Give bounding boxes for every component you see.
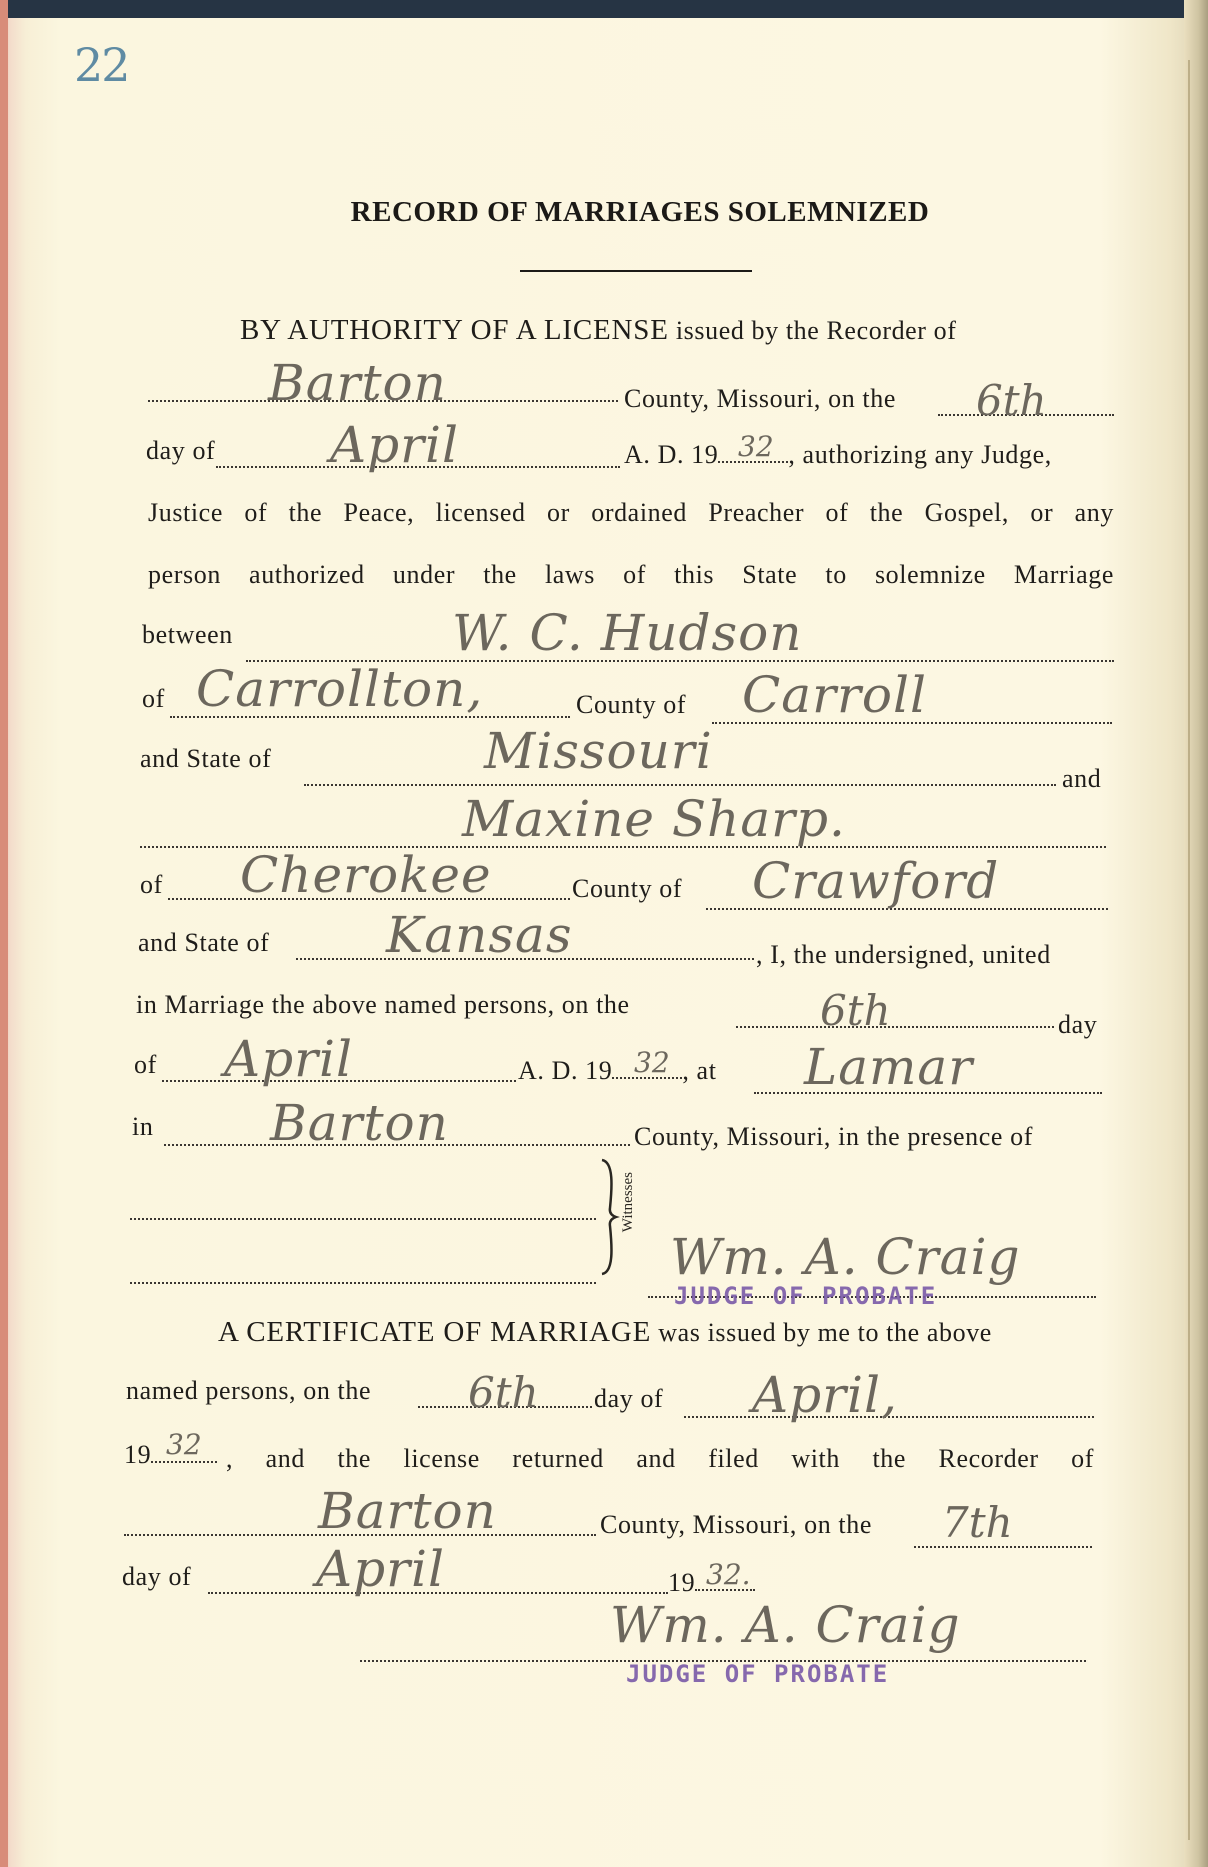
license-line-3: Justice of the Peace, licensed or ordained Preacher of the Gospel, or any (148, 498, 1114, 527)
groom-state-entry: Missouri (484, 722, 713, 780)
book-cover-edge (0, 0, 1208, 18)
filed-month-entry: April (316, 1540, 445, 1598)
witnesses-label: Witnesses (620, 1172, 636, 1233)
license-line-4: person authorized under the laws of this State to solemnize Marriage (148, 560, 1114, 589)
license-ad-label (624, 440, 1052, 470)
bride-city-entry: Cherokee (240, 846, 492, 904)
groom-state-label: and State of (140, 744, 272, 773)
filed-year-entry: 32. (706, 1558, 751, 1591)
presence-text: County, Missouri, in the presence of (634, 1122, 1034, 1151)
page-left-edge (0, 0, 8, 1867)
license-lead-caps: BY AUTHORITY OF A LICENSE (240, 314, 669, 346)
filed-county-entry: Barton (318, 1482, 497, 1540)
license-county-suffix: County, Missouri, on the (624, 384, 897, 413)
filed-year-prefix: 19 (668, 1568, 696, 1597)
united-line-text: in Marriage the above named persons, on the (136, 990, 630, 1019)
witness-1-line (130, 1218, 596, 1220)
bride-county-label: County of (572, 874, 683, 903)
license-year-entry: 32 (738, 430, 774, 463)
filed-day-entry: 7th (942, 1498, 1013, 1547)
between-label: between (142, 620, 233, 649)
license-ad-prefix: A. D. 19 (624, 440, 719, 469)
married-month-entry: April (224, 1030, 353, 1088)
certificate-lead-caps: A CERTIFICATE OF MARRIAGE (218, 1316, 652, 1348)
groom-entry: W. C. Hudson (452, 604, 803, 662)
married-place-entry: Lamar (804, 1038, 974, 1096)
married-ad-label (518, 1056, 717, 1086)
license-ad-suffix: , authorizing any Judge, (788, 440, 1052, 469)
married-ad-prefix: A. D. 19 (518, 1056, 613, 1085)
and-label: and (1062, 764, 1102, 793)
undersigned-text: , I, the undersigned, united (756, 940, 1051, 969)
married-year-entry: 32 (634, 1046, 670, 1079)
page-number: 22 (74, 38, 129, 92)
judge-signature-entry: Wm. A. Craig (670, 1228, 1021, 1286)
married-at-label: , at (682, 1056, 717, 1085)
license-month-entry: April (330, 416, 459, 474)
page-title: RECORD OF MARRIAGES SOLEMNIZED (350, 196, 930, 228)
cert-returned-text: , and the license returned and filed with the Recorder of (226, 1444, 1094, 1473)
cert-day-of-label: day of (594, 1384, 664, 1413)
judge-of-probate-stamp: JUDGE OF PROBATE (674, 1282, 938, 1310)
married-day-line (736, 1026, 1054, 1028)
license-day-entry: 6th (976, 376, 1047, 425)
married-county-entry: Barton (270, 1094, 449, 1152)
bride-entry: Maxine Sharp. (462, 790, 846, 848)
groom-county-label: County of (576, 690, 687, 719)
day-label: day (1058, 1010, 1098, 1039)
license-lead (240, 314, 957, 347)
judge-signature-entry-2: Wm. A. Craig (610, 1596, 961, 1654)
license-lead-rest: issued by the Recorder of (675, 316, 957, 345)
bride-county-entry: Crawford (752, 852, 1000, 910)
cert-year-line (151, 1461, 217, 1463)
cert-month-entry: April, (752, 1366, 898, 1424)
license-county-entry: Barton (268, 354, 447, 412)
groom-of-label: of (142, 684, 165, 713)
groom-county-entry: Carroll (742, 666, 927, 724)
filed-county-suffix: County, Missouri, on the (600, 1510, 873, 1539)
license-day-of-label: day of (146, 436, 216, 465)
married-of-label: of (134, 1050, 157, 1079)
witness-brace (598, 1158, 620, 1276)
judge-of-probate-stamp-2: JUDGE OF PROBATE (626, 1660, 890, 1688)
filed-day-of-label: day of (122, 1562, 192, 1591)
witness-2-line (130, 1282, 596, 1284)
certificate-named-text: named persons, on the (126, 1376, 372, 1405)
page-stack-line (1188, 60, 1190, 1840)
cert-year-entry: 32 (166, 1428, 202, 1461)
cert-year-prefix: 19 (124, 1440, 152, 1469)
title-rule (520, 270, 752, 272)
married-in-label: in (132, 1112, 154, 1141)
bride-state-entry: Kansas (386, 906, 573, 964)
certificate-lead-rest: was issued by me to the above (658, 1318, 992, 1347)
married-day-entry: 6th (820, 986, 891, 1035)
certificate-lead (218, 1316, 992, 1349)
bride-state-label: and State of (138, 928, 270, 957)
groom-city-entry: Carrollton, (196, 660, 484, 718)
cert-day-entry: 6th (468, 1368, 539, 1417)
groom-state-line (304, 784, 1056, 786)
bride-of-label: of (140, 870, 163, 899)
